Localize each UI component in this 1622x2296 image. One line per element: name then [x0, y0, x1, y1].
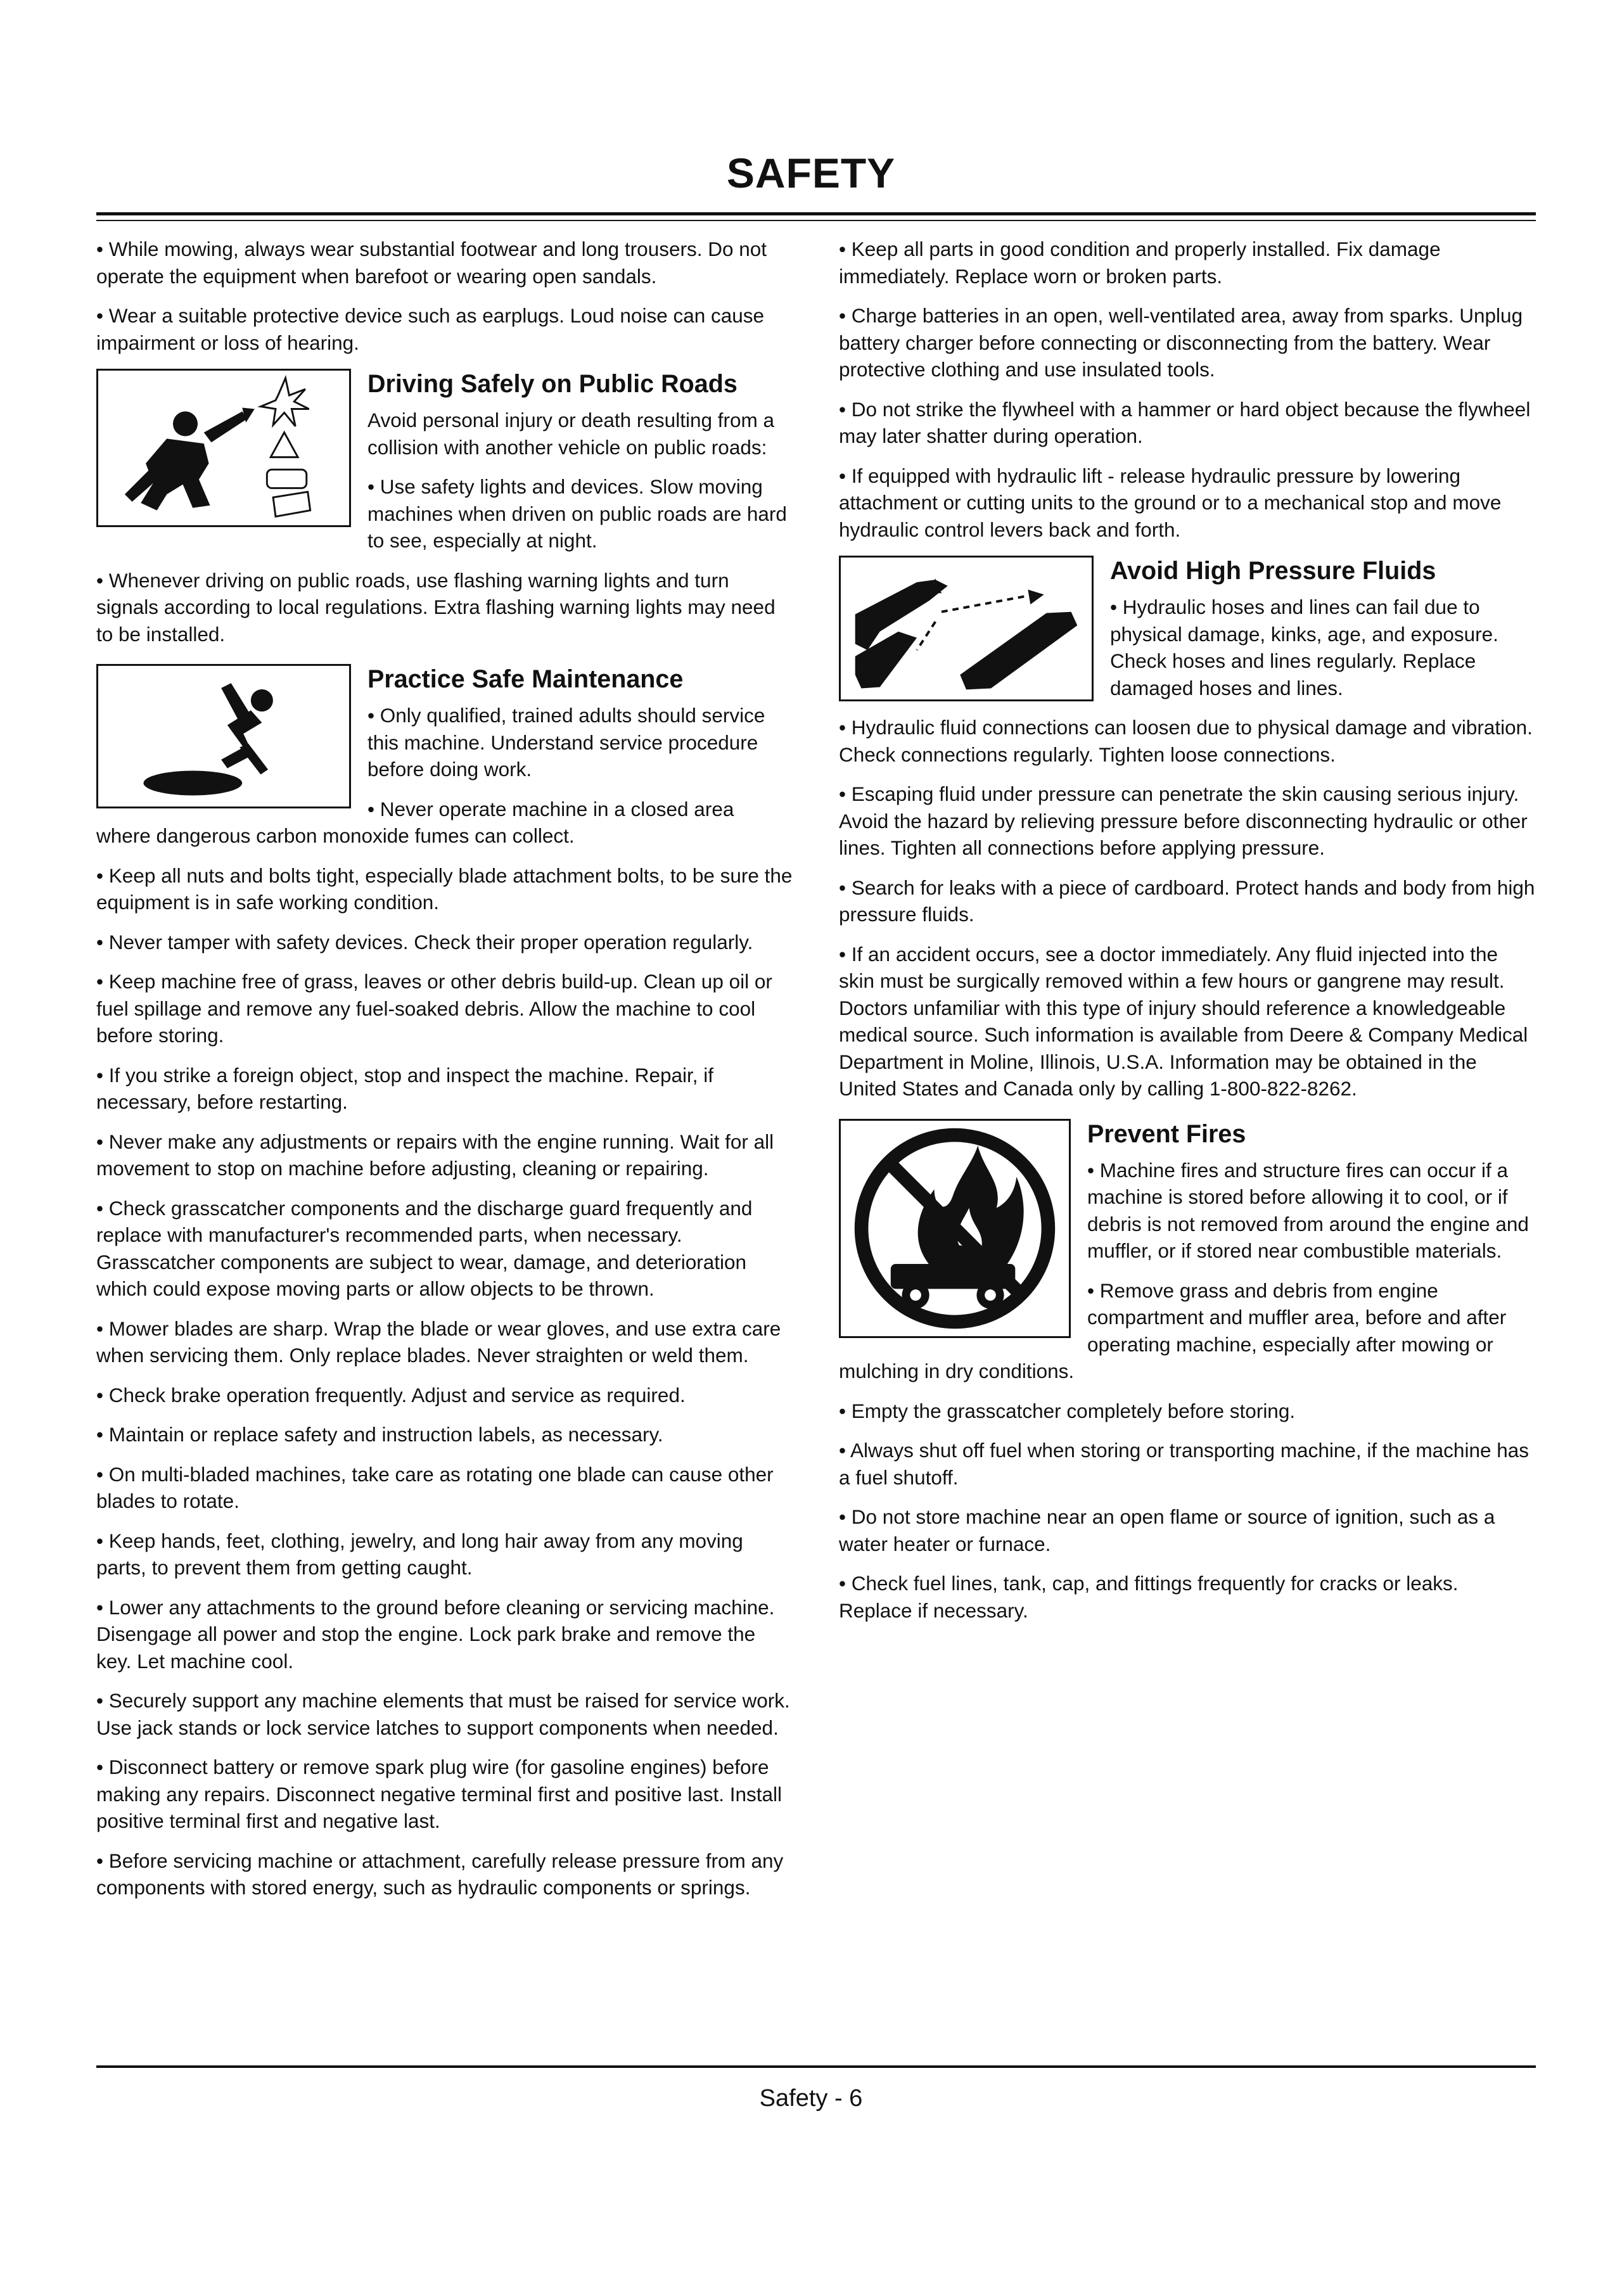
page-footer: Safety - 6 — [759, 2085, 863, 2112]
paragraph: • If equipped with hydraulic lift - release hydraulic pressure by lowering attachment or cutting units to the ground or to a mechanical stop and move hydraulic control levers back and forth. — [839, 464, 1502, 541]
paragraph: • Do not store machine near an open flame or source of ignition, such as a water heater or furnace. — [839, 1505, 1495, 1555]
paragraph: • Machine fires and structure fires can occur if a machine is stored before allowing it to cool, or if debris is not removed from around the engine and muffler, or if stored near combustible materials. — [1087, 1158, 1529, 1262]
right-column — [839, 236, 1536, 1636]
paragraph: • Check grasscatcher components and the discharge guard frequently and replace with manufacturer's recommended parts, when necessary. Grasscatcher components are subject to wear, damage, and deterioration which could expose moving parts or allow objects to be thrown. — [96, 1196, 753, 1300]
section-safe-maintenance — [96, 664, 793, 1914]
paragraph: • If an accident occurs, see a doctor immediately. Any fluid injected into the skin must be surgically removed within a few hours or gangrene may result. Doctors unfamiliar with this type of injury should reference a knowledgeable medical source. Such information is available from Deere & Company Medical Department in Moline, Illinois, U.S.A. Information may be obtained in the United States and Canada only by calling 1-800-822-8262. — [839, 942, 1528, 1100]
paragraph: • Search for leaks with a piece of cardboard. Protect hands and body from high pressure fluids. — [839, 876, 1535, 926]
paragraph: • Empty the grasscatcher completely before storing. — [839, 1399, 1296, 1422]
left-column — [96, 236, 793, 1914]
paragraph: • Check fuel lines, tank, cap, and fittings frequently for cracks or leaks. Replace if necessary. — [839, 1572, 1459, 1622]
paragraph: • Whenever driving on public roads, use flashing warning lights and turn signals according to local regulations. Extra flashing warning lights may need to be installed. — [96, 568, 776, 646]
paragraph: • Keep hands, feet, clothing, jewelry, and long hair away from any moving parts, to prevent them from getting caught. — [96, 1529, 743, 1579]
paragraph: • Before servicing machine or attachment, carefully release pressure from any components with stored energy, such as hydraulic components or springs. — [96, 1849, 784, 1899]
section-heading: Avoid High Pressure Fluids — [1110, 557, 1436, 585]
footer-rule — [96, 2065, 1536, 2068]
paragraph: • Never tamper with safety devices. Check their proper operation regularly. — [96, 930, 753, 953]
header-rule-thin — [96, 220, 1536, 221]
paragraph: • Check brake operation frequently. Adjust and service as required. — [96, 1383, 686, 1406]
paragraph: • Lower any attachments to the ground before cleaning or servicing machine. Disengage all power and stop the engine. Lock park brake and remove the key. Let machine cool. — [96, 1595, 775, 1673]
road-collision-warning-icon — [96, 369, 351, 527]
paragraph: • Charge batteries in an open, well-ventilated area, away from sparks. Unplug battery charger before connecting or disconnecting from the battery. Wear protective clothing and use insulated tools. — [839, 304, 1523, 381]
page-title: SAFETY — [726, 150, 896, 196]
paragraph: • Only qualified, trained adults should service this machine. Understand service procedure before doing work. — [367, 704, 765, 781]
section-heading: Driving Safely on Public Roads — [367, 370, 738, 398]
paragraph: Avoid personal injury or death resulting from a collision with another vehicle on public roads: — [367, 409, 775, 459]
no-fire-icon — [839, 1119, 1071, 1338]
paragraph: • Remove grass and debris from engine compartment and muffler area, before and after operating machine, especially after mowing or mulching in dry conditions. — [839, 1279, 1507, 1382]
section-prevent-fires — [839, 1119, 1536, 1637]
paragraph: • If you strike a foreign object, stop and inspect the machine. Repair, if necessary, before restarting. — [96, 1063, 714, 1113]
header-rule-thick — [96, 212, 1536, 215]
high-pressure-fluid-icon — [839, 556, 1094, 701]
paragraph: • Mower blades are sharp. Wrap the blade or wear gloves, and use extra care when servicing them. Only replace blades. Never straighten or weld them. — [96, 1317, 781, 1367]
paragraph: • Maintain or replace safety and instruction labels, as necessary. — [96, 1423, 663, 1446]
section-high-pressure-fluids — [839, 556, 1536, 1115]
paragraph: • Keep all parts in good condition and properly installed. Fix damage immediately. Replace worn or broken parts. — [839, 238, 1441, 288]
paragraph: • Hydraulic hoses and lines can fail due to physical damage, kinks, age, and exposure. Check hoses and lines regularly. Replace damaged hoses and lines. — [1110, 596, 1498, 699]
paragraph: • While mowing, always wear substantial footwear and long trousers. Do not operate the equipment when barefoot or wearing open sandals. — [96, 238, 767, 288]
paragraph: • Escaping fluid under pressure can penetrate the skin causing serious injury. Avoid the hazard by relieving pressure before disconnecting hydraulic or other lines. Tighten all connections before applying pressure. — [839, 782, 1528, 859]
section-heading: Prevent Fires — [1087, 1119, 1246, 1148]
paragraph: • On multi-bladed machines, take care as rotating one blade can cause other blades to rotate. — [96, 1462, 774, 1512]
paragraph: • Keep machine free of grass, leaves or other debris build-up. Clean up oil or fuel spillage and remove any fuel-soaked debris. Allow the machine to cool before storing. — [96, 970, 772, 1047]
paragraph: • Disconnect battery or remove spark plug wire (for gasoline engines) before making any repairs. Disconnect negative terminal first and positive last. Install positive terminal first and negative last. — [96, 1756, 782, 1832]
paragraph: • Never operate machine in a closed area where dangerous carbon monoxide fumes can collect. — [96, 797, 734, 847]
paragraph: • Securely support any machine elements that must be raised for service work. Use jack stands or lock service latches to support components when needed. — [96, 1689, 790, 1739]
paragraph: • Use safety lights and devices. Slow moving machines when driven on public roads are hard to see, especially at night. — [367, 475, 787, 552]
section-heading: Practice Safe Maintenance — [367, 665, 684, 693]
paragraph: • Do not strike the flywheel with a hammer or hard object because the flywheel may later shatter during operation. — [839, 397, 1531, 447]
paragraph: • Hydraulic fluid connections can loosen due to physical damage and vibration. Check connections regularly. Tighten loose connections. — [839, 716, 1533, 766]
paragraph: • Always shut off fuel when storing or transporting machine, if the machine has a fuel shutoff. — [839, 1439, 1529, 1489]
paragraph: • Keep all nuts and bolts tight, especially blade attachment bolts, to be sure the equipment is in safe working condition. — [96, 864, 793, 914]
paragraph: • Never make any adjustments or repairs with the engine running. Wait for all movement to stop on machine before adjusting, cleaning or repairing. — [96, 1130, 774, 1180]
section-driving-safely — [96, 369, 793, 660]
slip-fall-icon — [96, 664, 351, 808]
paragraph: • Wear a suitable protective device such as earplugs. Loud noise can cause impairment or loss of hearing. — [96, 304, 765, 354]
